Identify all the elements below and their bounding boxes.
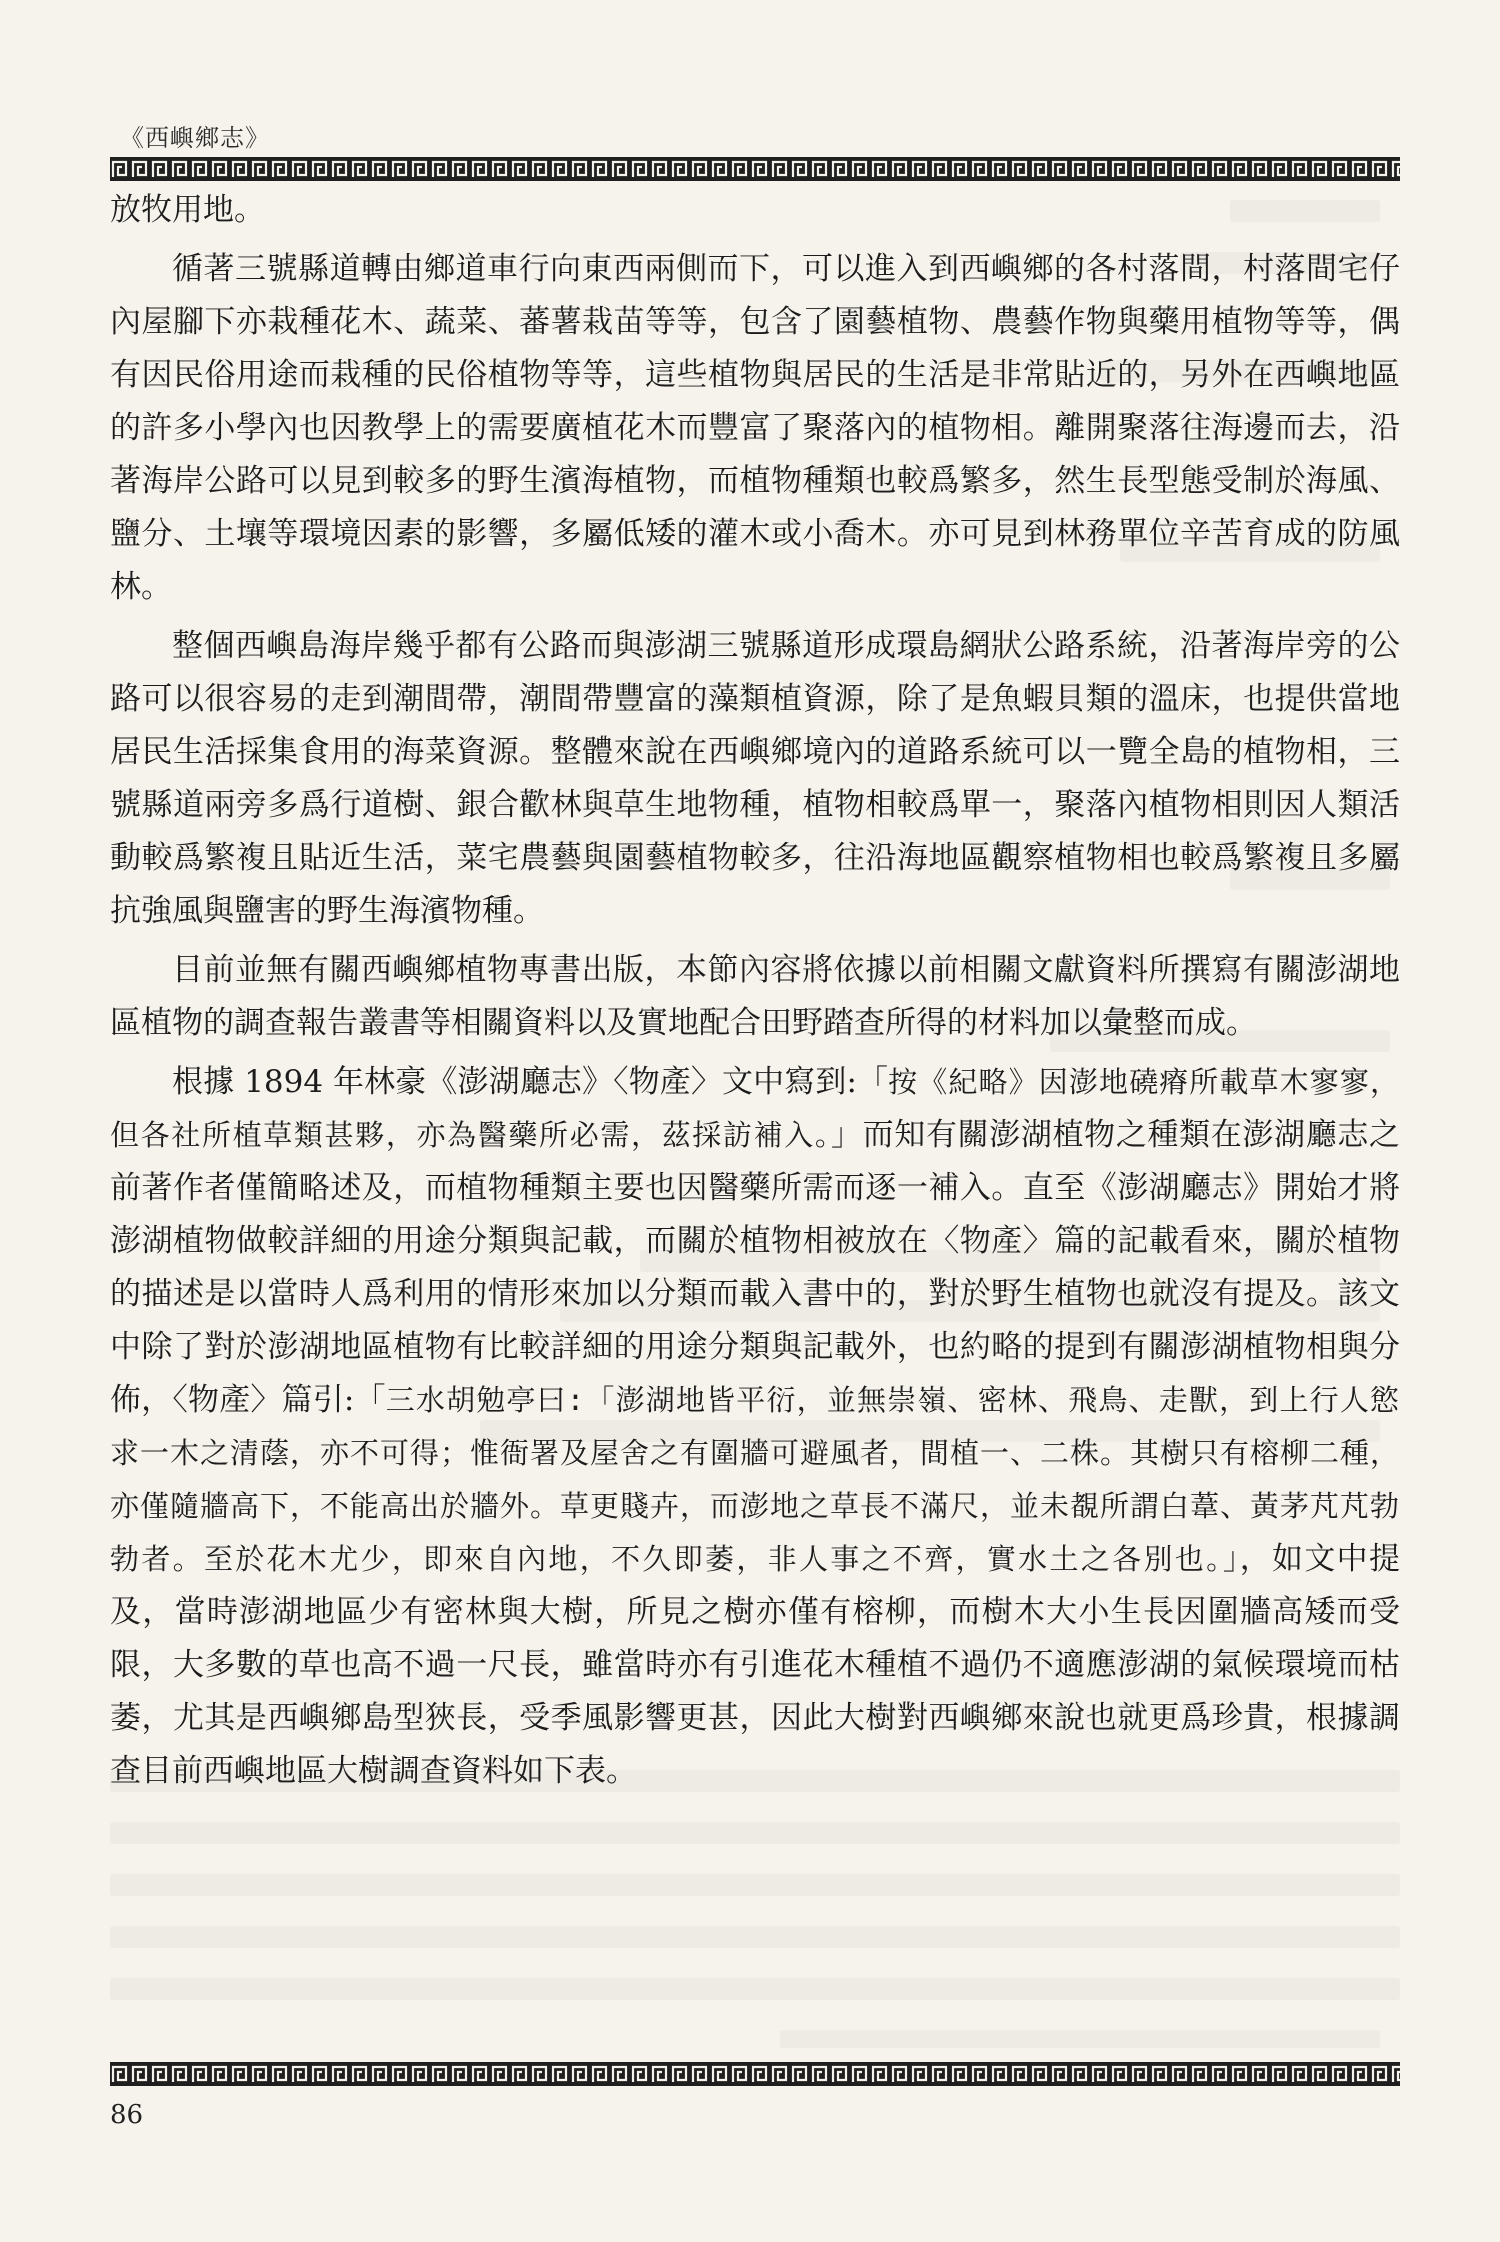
paragraph-historical-records bbox=[110, 1056, 1400, 1798]
bottom-border-ornament bbox=[110, 2062, 1400, 2086]
quotation-hu-mianting: 三水胡勉亭曰:「澎湖地皆平衍，並無崇嶺、密林、飛鳥、走獸，到上行人慾求一木之清蔭，亦不可得；惟衙署及屋舍之有圍牆可避風者，間植一、二株。其樹只有榕柳二種，亦僅隨牆高下，不能高出於牆外。草更賤卉，而澎地之草長不滿尺，並未覩所謂白葦、黃茅芃芃勃勃者。至於花木尤少，即來自內地，不久即萎，非人事之不齊，實水土之各別也。 bbox=[110, 1383, 1401, 1576]
text-run: 」而知有關澎湖植物之種類在澎湖廳志之前著作者僅簡略述及，而植物種類主要也因醫藥所需而逐一補入。直至《澎湖廳志》開始才將澎湖植物做較詳細的用途分類與記載，而關於植物相被放在〈物產〉篇的記載看來，關於植物的描述是以當時人爲利用的情形來加以分類而載入書中的，對於野生植物也就沒有提及。該文中除了對於澎湖地區植物有比較詳細的用途分類與記載外，也約略的提到有關澎湖植物相與分佈，〈物產〉篇引:「 bbox=[110, 1117, 1400, 1418]
page-number: 86 bbox=[110, 2100, 144, 2130]
running-title: 《西嶼鄉志》 bbox=[120, 124, 270, 152]
paragraph-coastal-roads: 整個西嶼島海岸幾乎都有公路而與澎湖三號縣道形成環島網狀公路系統，沿著海岸旁的公路可以很容易的走到潮間帶，潮間帶豐富的藻類植資源，除了是魚蝦貝類的溫床，也提供當地居民生活採集食用的海菜資源。整體來說在西嶼鄉境內的道路系統可以一覽全島的植物相，三號縣道兩旁多爲行道樹、銀合歡林與草生地物種，植物相較爲單一，聚落內植物相則因人類活動較爲繁複且貼近生活，菜宅農藝與園藝植物較多，往沿海地區觀察植物相也較爲繁複且多屬抗強風與鹽害的野生海濱物種。 bbox=[110, 628, 1400, 929]
text-run: 根據 1894 年林豪《澎湖廳志》〈物產〉文中寫到:「 bbox=[172, 1064, 889, 1100]
paragraph-sources: 目前並無有關西嶼鄉植物專書出版，本節內容將依據以前相關文獻資料所撰寫有關澎湖地區植物的調查報告叢書等相關資料以及實地配合田野踏查所得的材料加以彙整而成。 bbox=[110, 952, 1400, 1041]
quotation-jilue: 按《紀略》因澎地磽瘠所載草木寥寥，但各社所植草類甚夥，亦為醫藥所必需，茲採訪補入。 bbox=[110, 1065, 1400, 1152]
text-run: 」，如文中提及，當時澎湖地區少有密林與大樹，所見之樹亦僅有榕柳，而樹木大小生長因圍牆高矮而受限，大多數的草也高不過一尺長，雖當時亦有引進花木種植不過仍不適應澎湖的氣候環境而枯萎，尤其是西嶼鄉島型狹長，受季風影響更甚，因此大樹對西嶼鄉來說也就更爲珍貴，根據調查目前西嶼地區大樹調查資料如下表。 bbox=[110, 1541, 1400, 1789]
paragraph-continued: 放牧用地。 bbox=[110, 192, 265, 228]
paragraph-villages: 循著三號縣道轉由鄉道車行向東西兩側而下，可以進入到西嶼鄉的各村落間，村落間宅仔內屋腳下亦栽種花木、蔬菜、蕃薯栽苗等等，包含了園藝植物、農藝作物與藥用植物等等，偶有因民俗用途而栽種的民俗植物等等，這些植物與居民的生活是非常貼近的，另外在西嶼地區的許多小學內也因教學上的需要廣植花木而豐富了聚落內的植物相。離開聚落往海邊而去，沿著海岸公路可以見到較多的野生濱海植物，而植物種類也較爲繁多，然生長型態受制於海風、鹽分、土壤等環境因素的影響，多屬低矮的灌木或小喬木。亦可見到林務單位辛苦育成的防風林。 bbox=[110, 251, 1400, 605]
top-border-ornament bbox=[110, 157, 1400, 181]
article-body bbox=[110, 184, 1400, 1804]
